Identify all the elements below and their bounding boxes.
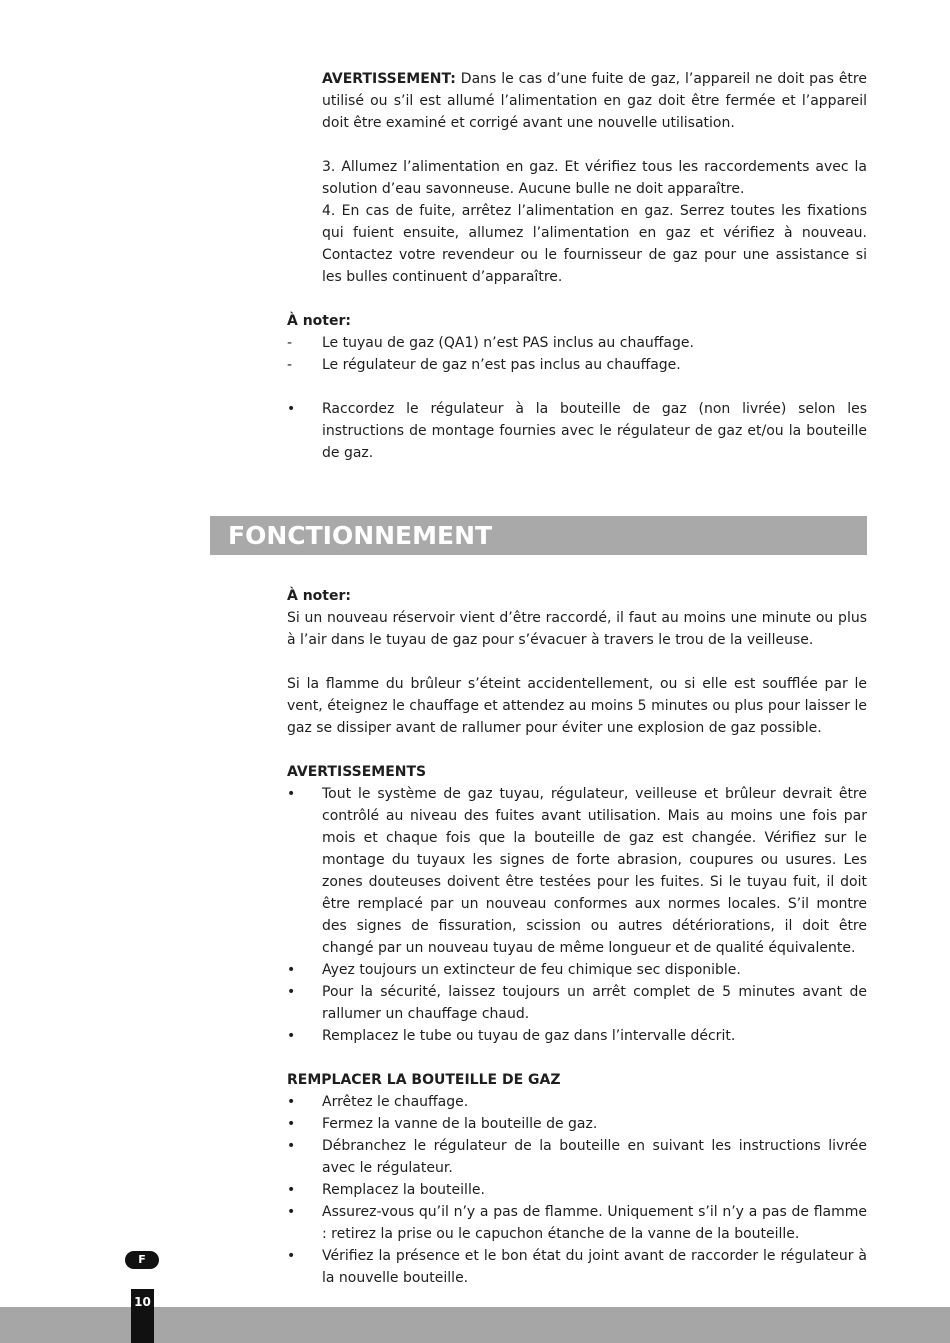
- bullet-marker: •: [287, 1094, 296, 1110]
- bullet-marker: •: [287, 1204, 296, 1220]
- bullet-marker: •: [287, 401, 296, 417]
- note-heading-2: À noter:: [287, 588, 351, 604]
- list-item: [287, 332, 867, 354]
- note-dash-item-2: Le régulateur de gaz n’est pas inclus au chauffage.: [322, 357, 681, 373]
- bullet-marker: •: [287, 1248, 296, 1264]
- bullet-marker: •: [287, 962, 296, 978]
- page-number: 10: [131, 1289, 154, 1343]
- warning-item-2: Ayez toujours un extincteur de feu chimique sec disponible.: [322, 962, 741, 978]
- list-item: [287, 398, 867, 464]
- list-item: [287, 354, 867, 376]
- note-dash-item-1: Le tuyau de gaz (QA1) n’est PAS inclus au chauffage.: [322, 335, 694, 351]
- note-paragraph-2: Si la flamme du brûleur s’éteint accidentellement, ou si elle est soufflée par le vent, éteignez le chauffage et attendez au moins 5 minutes ou plus pour laisser le gaz se dissiper avant de rallumer pour éviter une explosion de gaz possible.: [287, 676, 867, 736]
- list-item: [287, 1179, 867, 1201]
- warnings-heading: AVERTISSEMENTS: [287, 764, 427, 780]
- language-badge: F: [125, 1251, 159, 1269]
- warning-item-3: Pour la sécurité, laissez toujours un arrêt complet de 5 minutes avant de rallumer un chauffage chaud.: [322, 984, 867, 1022]
- warning-text: Dans le cas d’une fuite de gaz, l’appareil ne doit pas être utilisé ou s’il est allumé l’alimentation en gaz doit être fermée et l’appareil doit être examiné et corrigé avant une nouvelle utilisation.: [322, 71, 867, 131]
- list-item: [287, 1091, 867, 1113]
- list-item: [287, 1135, 867, 1179]
- list-item: [287, 1113, 867, 1135]
- replace-item-5: Assurez-vous qu’il n’y a pas de flamme. Uniquement s’il n’y a pas de flamme : retirez la prise ou le capuchon étanche de la vanne de la bouteille.: [322, 1204, 867, 1242]
- warning-label: AVERTISSEMENT:: [322, 71, 456, 87]
- replace-item-2: Fermez la vanne de la bouteille de gaz.: [322, 1116, 598, 1132]
- note-heading-1: À noter:: [287, 313, 351, 329]
- section-title: FONCTIONNEMENT: [228, 521, 493, 550]
- replace-item-3: Débranchez le régulateur de la bouteille en suivant les instructions livrée avec le régulateur.: [322, 1138, 867, 1176]
- replace-heading: REMPLACER LA BOUTEILLE DE GAZ: [287, 1072, 561, 1088]
- dash-marker: -: [287, 357, 293, 373]
- list-item: [287, 959, 867, 981]
- warning-item-1: Tout le système de gaz tuyau, régulateur, veilleuse et brûleur devrait être contrôlé au niveau des fuites avant utilisation. Mais au moins une fois par mois et chaque fois que la bouteille de gaz est changée. Vérifiez sur le montage du tuyaux les signes de forte abrasion, coupures ou usures. Les zones douteuses doivent être testées pour les fuites. Si le tuyau fuit, il doit être remplacé par un nouveau conformes aux normes locales. S’il montre des signes de fissuration, scission ou autres détériorations, il doit être changé par un nouveau tuyau de même longueur et de qualité équivalente.: [322, 786, 867, 956]
- section-header: [210, 516, 867, 555]
- bullet-marker: •: [287, 1138, 296, 1154]
- warning-block: [322, 68, 867, 288]
- replace-item-6: Vérifiez la présence et le bon état du joint avant de raccorder le régulateur à la nouvelle bouteille.: [322, 1248, 867, 1286]
- step-4: 4. En cas de fuite, arrêtez l’alimentation en gaz. Serrez toutes les fixations qui fuient ensuite, allumez l’alimentation en gaz et vérifiez à nouveau. Contactez votre revendeur ou le fournisseur de gaz pour une assistance si les bulles continuent d’apparaître.: [322, 203, 867, 285]
- step-3: 3. Allumez l’alimentation en gaz. Et vérifiez tous les raccordements avec la solution d’eau savonneuse. Aucune bulle ne doit apparaître.: [322, 159, 867, 197]
- note-paragraph-1: Si un nouveau réservoir vient d’être raccordé, il faut au moins une minute ou plus à l’air dans le tuyau de gaz pour s’évacuer à travers le trou de la veilleuse.: [287, 610, 867, 648]
- dash-marker: -: [287, 335, 293, 351]
- warning-paragraph: [322, 68, 867, 134]
- content-block: [287, 585, 867, 1289]
- bullet-marker: •: [287, 984, 296, 1000]
- list-item: [287, 1245, 867, 1289]
- replace-item-4: Remplacez la bouteille.: [322, 1182, 485, 1198]
- list-item: [287, 1201, 867, 1245]
- replace-item-1: Arrêtez le chauffage.: [322, 1094, 469, 1110]
- list-item: [287, 1025, 867, 1047]
- note-bullet-item: Raccordez le régulateur à la bouteille de gaz (non livrée) selon les instructions de montage fournies avec le régulateur de gaz et/ou la bouteille de gaz.: [322, 401, 867, 461]
- bullet-marker: •: [287, 786, 296, 802]
- bullet-marker: •: [287, 1028, 296, 1044]
- bullet-marker: •: [287, 1116, 296, 1132]
- list-item: [287, 981, 867, 1025]
- list-item: [287, 783, 867, 959]
- bullet-marker: •: [287, 1182, 296, 1198]
- warning-item-4: Remplacez le tube ou tuyau de gaz dans l’intervalle décrit.: [322, 1028, 736, 1044]
- note-block-1: [287, 310, 867, 464]
